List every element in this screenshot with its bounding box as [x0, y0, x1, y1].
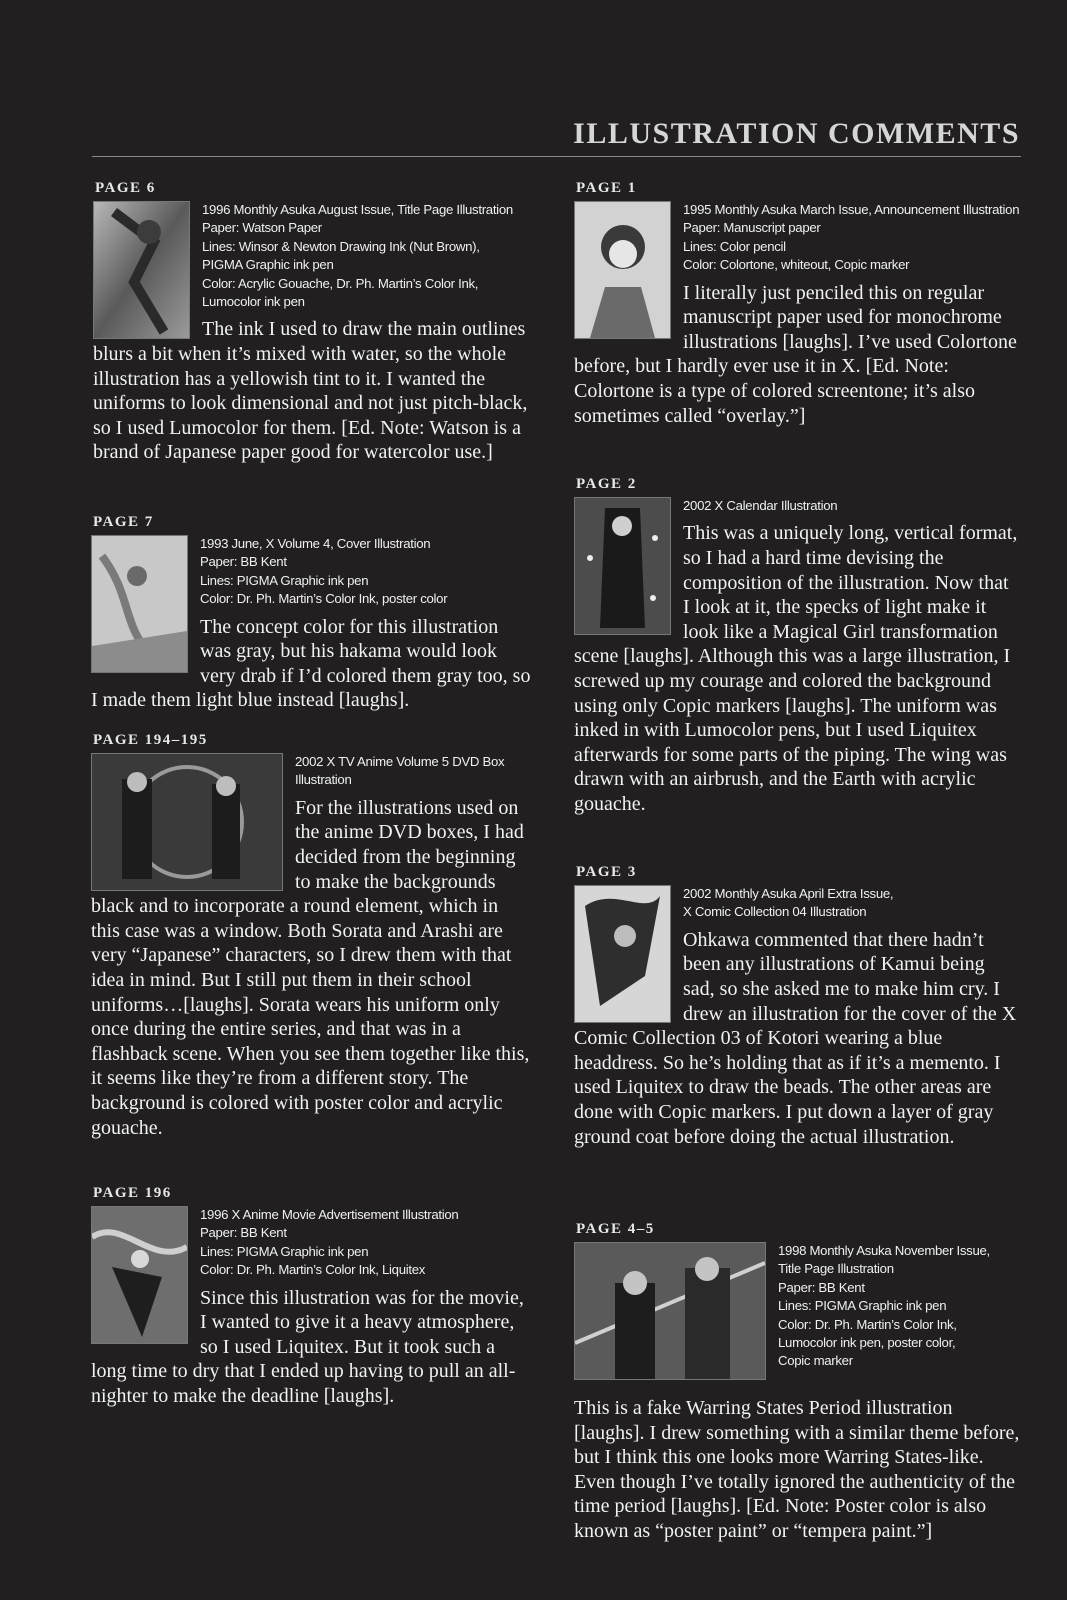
credit-line: Lumocolor ink pen [202, 294, 305, 310]
entry-heading: PAGE 6 [95, 180, 156, 196]
illustration-thumbnail [574, 885, 671, 1023]
illustration-thumbnail [91, 535, 188, 673]
credit-line: Color: Acrylic Gouache, Dr. Ph. Martin’s Color Ink, [202, 275, 479, 291]
comment-text: Ohkawa commented that there hadn’t been any illustrations of Kamui being sad, so she asked me to make him cry. I drew an illustration for the cover of the X Comic Collection 03 of Kotori wearing a blue headdress. So he’s holding that as if it’s a memento. I used Liquitex to draw the beads. The other areas are done with Copic markers. I put down a layer of gray ground coat before doing the actual illustration. [574, 928, 1017, 1148]
entry-page-7 [91, 513, 533, 713]
comment-text: For the illustrations used on the anime DVD boxes, I had decided from the beginning to make the backgrounds black and to incorporate a round element, which in this case was a window. Both Sorata and Arashi are very “Japanese” characters, so I drew them with that idea in mind. But I still put them in their school uniforms…[laughs]. Sorata wears his uniform only once during the entire series, and that was in a flashback scene. When you see them together like this, it seems like they’re from a different story. The background is colored with poster color and acrylic gouache. [91, 796, 530, 1139]
credit-line: Lines: Winsor & Newton Drawing Ink (Nut Brown), [202, 238, 480, 254]
illustration-thumbnail [93, 201, 190, 339]
illustration-thumbnail [91, 1206, 188, 1344]
credit-line: Lumocolor ink pen, poster color, [778, 1335, 956, 1351]
entry-page-196 [91, 1184, 531, 1409]
credit-line: 2002 X Calendar Illustration [683, 498, 838, 513]
comment-text: Since this illustration was for the movie, I wanted to give it a heavy atmosphere, so I used Liquitex. But it took such a long time to dry that I ended up having to pull an all-nighter to make the deadline [laughs]. [91, 1286, 524, 1407]
entry-heading: PAGE 2 [576, 476, 637, 492]
entry-heading: PAGE 194–195 [93, 732, 208, 748]
credit-line: PIGMA Graphic ink pen [202, 257, 334, 273]
entry-heading: PAGE 196 [93, 1185, 172, 1201]
entry-page-194-195 [91, 731, 531, 1140]
credit-line: Paper: BB Kent [778, 1279, 865, 1295]
credit-line: Title Page Illustration [778, 1261, 894, 1277]
credit-line: 1998 Monthly Asuka November Issue, [778, 1243, 990, 1258]
credit-line: Color: Dr. Ph. Martin’s Color Ink, [778, 1316, 957, 1332]
entry-heading: PAGE 4–5 [576, 1221, 655, 1237]
credit-line: Paper: BB Kent [200, 554, 287, 570]
comment-text: I literally just penciled this on regular manuscript paper used for monochrome illustrations [laughs]. I’ve used Colortone before, but I hardly ever use it in X. [Ed. Note: Colortone is a type of colored screentone; it’s also sometimes called “overlay.”] [574, 281, 1017, 427]
entry-page-1 [574, 179, 1020, 428]
entry-heading: PAGE 7 [93, 514, 154, 530]
entry-heading: PAGE 3 [576, 864, 637, 880]
credit-line: 1996 Monthly Asuka August Issue, Title Page Illustration [202, 202, 513, 217]
credit-line: 1995 Monthly Asuka March Issue, Announcement Illustration [683, 202, 1020, 217]
credit-line: Paper: Manuscript paper [683, 220, 821, 236]
comment-text: This was a uniquely long, vertical format, so I had a hard time devising the composition of the illustration. Now that I look at it, the specks of light make it look like a Magical Girl transformation scene [laughs]. Although this was a large illustration, I screwed up my courage and colored the background using only Copic markers [laughs]. The uniform was inked in with Lumocolor pens, but I used Liquitex afterwards for some parts of the piping. The wing was drawn with an airbrush, and the Earth with acrylic gouache. [574, 522, 1018, 815]
comment-text: The ink I used to draw the main outlines blurs a bit when it’s mixed with water, so the whole illustration has a yellowish tint to it. I wanted the uniforms to look dimensional and not just pitch-black, so I used Lumocolor for them. [Ed. Note: Watson is a brand of Japanese paper good for watercolor use.] [93, 318, 528, 464]
title-rule [92, 156, 1021, 157]
credit-line: 2002 X TV Anime Volume 5 DVD Box [295, 754, 505, 769]
credit-line: 1993 June, X Volume 4, Cover Illustration [200, 536, 431, 551]
credit-line: Paper: BB Kent [200, 1225, 287, 1241]
entry-page-6 [93, 179, 533, 465]
credit-line: 2002 Monthly Asuka April Extra Issue, [683, 886, 894, 901]
page-title: ILLUSTRATION COMMENTS [573, 117, 1020, 150]
credit-line: Copic marker [778, 1353, 853, 1369]
illustration-thumbnail [574, 201, 671, 339]
credit-line: Color: Colortone, whiteout, Copic marker [683, 257, 910, 273]
entry-page-4-5 [574, 1220, 1020, 1544]
credit-line: Paper: Watson Paper [202, 220, 322, 236]
credit-line: Color: Dr. Ph. Martin’s Color Ink, poster color [200, 591, 448, 607]
credit-line: Lines: PIGMA Graphic ink pen [200, 1243, 369, 1259]
entry-page-3 [574, 863, 1020, 1149]
credit-line: X Comic Collection 04 Illustration [683, 904, 867, 920]
credit-line: Color: Dr. Ph. Martin’s Color Ink, Liquitex [200, 1262, 426, 1278]
credit-line: Illustration [295, 772, 352, 788]
entry-page-2 [574, 475, 1020, 817]
comment-text: This is a fake Warring States Period illustration [laughs]. I drew something with a similar theme before, but I think this one looks more Warring States-like. Even though I’ve totally ignored the authenticity of the time period [laughs]. [Ed. Note: Poster color is also known as “poster paint” or “tempera paint.”] [574, 1397, 1020, 1542]
illustration-thumbnail [574, 1242, 766, 1380]
illustration-thumbnail [574, 497, 671, 635]
credit-line: Lines: PIGMA Graphic ink pen [200, 572, 369, 588]
illustration-thumbnail [91, 753, 283, 891]
credit-line: Lines: PIGMA Graphic ink pen [778, 1298, 947, 1314]
comment-text: The concept color for this illustration was gray, but his hakama would look very drab if I’d colored them gray too, so I made them light blue instead [laughs]. [91, 615, 531, 712]
entry-heading: PAGE 1 [576, 180, 637, 196]
credit-line: 1996 X Anime Movie Advertisement Illustration [200, 1207, 459, 1222]
credit-line: Lines: Color pencil [683, 238, 786, 254]
